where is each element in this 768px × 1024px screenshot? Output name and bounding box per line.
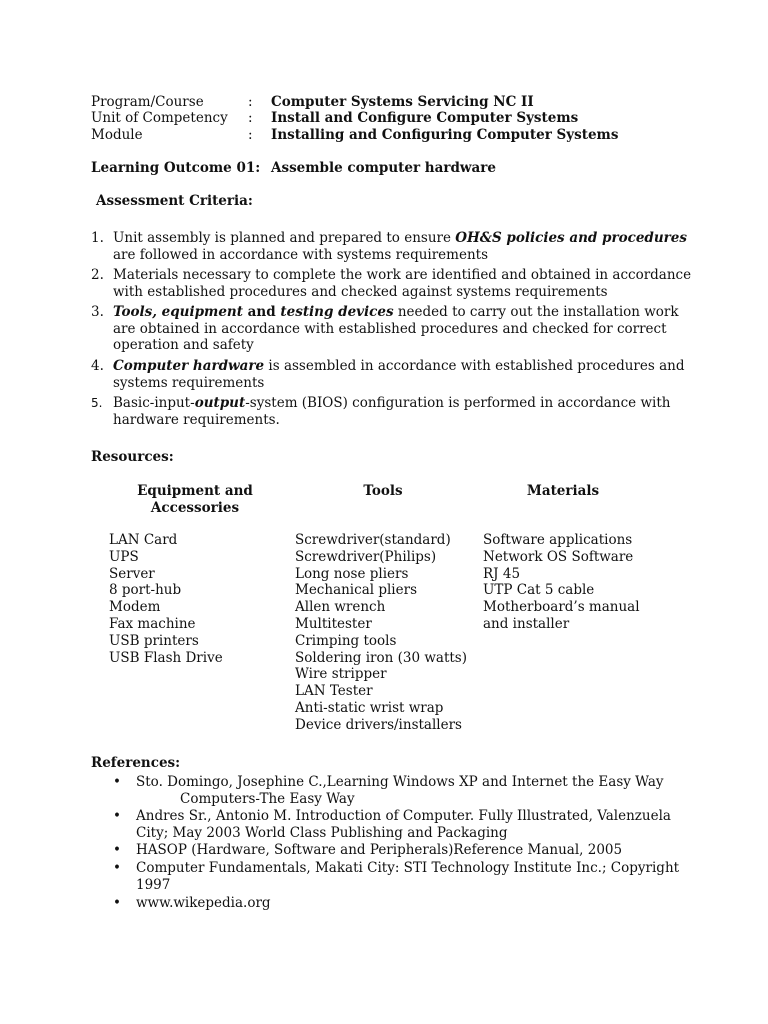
colon: : [248,127,253,143]
program-label: Program/Course [91,94,204,110]
reference-text: Andres Sr., Antonio M. Introduction of Computer. Fully Illustrated, Valenzuela [136,808,671,824]
list-item: Motherboard’s manual [483,599,640,616]
list-item: Software applications [483,532,633,548]
list-item: UPS [109,548,139,565]
criterion-text: systems requirements [113,374,265,391]
list-item: LAN Card [109,532,178,548]
reference-text: Computers-The Easy Way [180,790,355,807]
list-item: Anti-static wrist wrap [295,699,444,716]
list-item: Long nose pliers [295,565,409,582]
criterion-number: 3. [91,304,104,320]
criterion-emphasis: output [194,395,246,411]
reference-text: 1997 [136,876,171,893]
criterion-number: 5. [91,396,103,410]
materials-list [483,532,640,633]
learning-outcome-label: Learning Outcome 01: [91,160,261,176]
list-item: LAN Tester [295,683,373,700]
criterion-text: needed to carry out the installation work [393,304,679,320]
colon: : [248,110,253,126]
equipment-header [120,483,270,517]
criterion-text: is assembled in accordance with established procedures and [264,358,685,374]
reference-text: City; May 2003 World Class Publishing and Packaging [136,824,508,841]
equipment-header-line: Equipment and [137,483,253,499]
reference-text: Sto. Domingo, Josephine C.,Learning Windows XP and Internet the Easy Way [136,774,664,790]
list-item: Device drivers/installers [295,716,462,733]
criterion-text: are obtained in accordance with established procedures and checked for correct [113,320,667,337]
list-item: Network OS Software [483,548,634,565]
module-label: Module [91,127,143,143]
colon: : [248,94,253,110]
list-item: Allen wrench [295,599,386,616]
criterion-number: 1. [91,230,104,246]
criterion-text: with established procedures and checked against systems requirements [113,283,608,300]
criterion-emphasis: Tools, equipment [113,304,243,320]
list-item: Wire stripper [295,666,387,683]
list-item: RJ 45 [483,565,521,582]
criterion-number: 2. [91,267,104,283]
tools-list [295,532,467,734]
list-item: Server [109,565,155,582]
criterion-text: and [242,304,281,320]
criterion-text: Basic-input- [113,395,195,411]
criterion-emphasis: Computer hardware [113,358,265,374]
list-item: Screwdriver(Philips) [295,548,437,565]
module-value: Installing and Configuring Computer Systems [271,127,619,143]
learning-outcome-value: Assemble computer hardware [271,160,496,176]
list-item: Fax machine [109,615,196,632]
list-item: and installer [483,615,570,632]
criterion-emphasis: OH&S policies and procedures [455,230,687,246]
criterion-emphasis: testing devices [280,304,394,320]
program-value: Computer Systems Servicing NC II [271,94,534,110]
list-item: Screwdriver(standard) [295,532,451,548]
assessment-criteria-title: Assessment Criteria: [96,193,253,209]
materials-header: Materials [526,483,600,499]
list-item: Multitester [295,615,372,632]
bullet-icon: • [113,895,121,911]
bullet-icon: • [113,860,121,876]
list-item: 8 port-hub [109,582,182,599]
list-item: USB Flash Drive [109,649,223,666]
criterion-text: -system (BIOS) configuration is performed in accordance with [245,395,671,411]
list-item: Mechanical pliers [295,582,417,599]
reference-text: HASOP (Hardware, Software and Peripherals)Reference Manual, 2005 [136,842,623,858]
unit-value: Install and Configure Computer Systems [271,110,579,126]
tools-header: Tools [363,483,403,499]
list-item: Modem [109,599,161,616]
criterion-text: operation and safety [113,337,254,353]
reference-link: www.wikepedia.org [136,895,271,911]
reference-text: Computer Fundamentals, Makati City: STI Technology Institute Inc.; Copyright [136,860,680,876]
unit-label: Unit of Competency [91,110,228,126]
bullet-icon: • [113,808,121,824]
list-item: Crimping tools [295,632,397,649]
equipment-header-line: Accessories [150,500,240,516]
criterion-text: Unit assembly is planned and prepared to ensure [113,230,456,246]
criterion-text: hardware requirements. [113,411,280,428]
bullet-icon: • [113,842,121,858]
list-item: USB printers [109,632,199,649]
bullet-icon: • [113,774,121,790]
list-item: UTP Cat 5 cable [483,582,595,599]
criterion-text: Materials necessary to complete the work are identified and obtained in accordance [113,267,692,283]
criterion-text: are followed in accordance with systems requirements [113,246,489,263]
criterion-number: 4. [91,358,104,374]
list-item: Soldering iron (30 watts) [295,649,467,666]
references-title: References: [91,755,181,771]
resources-title: Resources: [91,449,174,465]
equipment-list [109,532,223,666]
